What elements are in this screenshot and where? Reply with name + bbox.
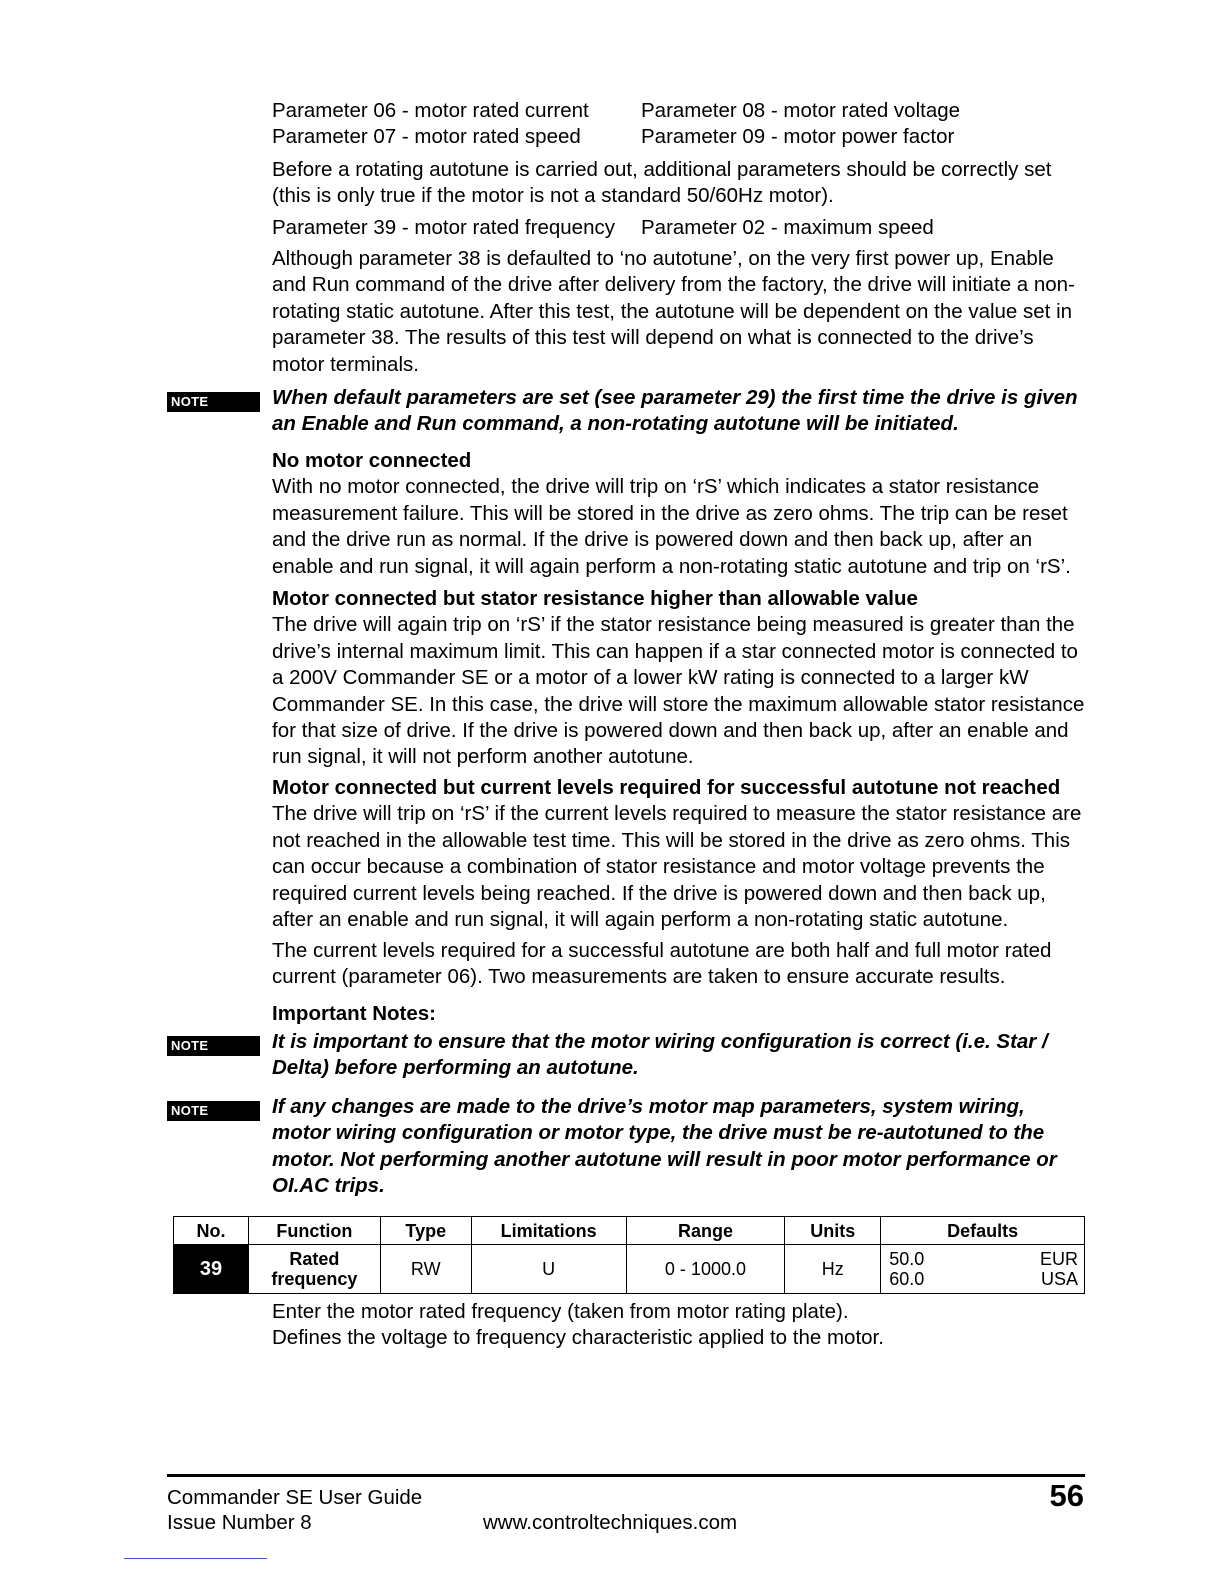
table-description [272, 1299, 1088, 1352]
units-cell: Hz [785, 1245, 881, 1294]
section-heading: Important Notes: [272, 1002, 436, 1025]
section-heading: Motor connected but stator resistance higher than allowable value [272, 587, 918, 610]
section-body: The drive will trip on ‘rS’ if the current levels required to measure the stator resistance are not reached in the allowable test time. This will be stored in the drive as zero ohms. This can occur because a combination of stator resistance and motor voltage prevents the required current levels being reached. If the drive is powered down and then back up, after an enable and run signal, it will again perform a non-rotating static autotune. [272, 802, 1082, 932]
default-value: 60.0 [889, 1269, 925, 1289]
paragraph: Before a rotating autotune is carried out, additional parameters should be correctly set (this is only true if the motor is not a standard 50/60Hz motor). [272, 158, 1052, 208]
note-badge: NOTE [167, 392, 260, 412]
paragraph: The current levels required for a successful autotune are both half and full motor rated current (parameter 06). Two measurements are taken to ensure accurate results. [272, 939, 1052, 989]
note-text: When default parameters are set (see parameter 29) the first time the drive is given an Enable and Run command, a non-rotating autotune will be initiated. [272, 386, 1078, 436]
defaults-cell [881, 1245, 1085, 1294]
header-type: Type [380, 1217, 471, 1245]
parameter-table [173, 1216, 1085, 1294]
table-header-row [174, 1217, 1085, 1245]
param-02-text: Parameter 02 - maximum speed [641, 216, 934, 239]
note-text: If any changes are made to the drive’s motor map parameters, system wiring, motor wiring configuration or motor type, the drive must be re-autotuned to the motor. Not performing another autotune will result in poor motor performance or OI.AC trips. [272, 1095, 1057, 1198]
param-09-text: Parameter 09 - motor power factor [641, 125, 955, 149]
section-heading: No motor connected [272, 449, 472, 472]
footer-left [167, 1485, 422, 1535]
limitations-cell: U [471, 1245, 626, 1294]
table-row [174, 1245, 1085, 1294]
para-before-rotating [272, 157, 1088, 210]
default-line [881, 1249, 1084, 1269]
note-badge: NOTE [167, 1036, 260, 1056]
important-notes-heading [272, 1001, 1088, 1027]
header-limitations: Limitations [471, 1217, 626, 1245]
note-1 [272, 385, 1088, 438]
para-current-levels [272, 938, 1088, 991]
footer-rule [167, 1474, 1085, 1477]
param-number-cell: 39 [174, 1245, 249, 1294]
section-heading: Motor connected but current levels required for successful autotune not reached [272, 776, 1061, 799]
default-region: USA [1040, 1269, 1078, 1289]
default-value: 50.0 [889, 1249, 925, 1269]
param-06-text: Parameter 06 - motor rated current [272, 99, 589, 122]
note-badge: NOTE [167, 1101, 260, 1121]
header-units: Units [785, 1217, 881, 1245]
section-body: With no motor connected, the drive will trip on ‘rS’ which indicates a stator resistance measurement failure. This will be stored in the drive as zero ohms. The trip can be reset and the drive run as normal. If the drive is powered down and then back up, after an enable and run signal, it will again perform a non-rotating static autotune and trip on ‘rS’. [272, 475, 1071, 578]
footer-url[interactable]: www.controltechniques.com [483, 1511, 738, 1534]
function-line: Rated [289, 1249, 340, 1269]
header-range: Range [626, 1217, 785, 1245]
paragraph: Although parameter 38 is defaulted to ‘no autotune’, on the very first power up, Enable and Run command of the drive after delivery from the factory, the drive will initiate a non-rotating static autotune. After this test, the autotune will be dependent on the value set in parameter 38. The results of this test will depend on what is connected to the drive’s motor terminals. [272, 247, 1075, 376]
param-pair-row [272, 124, 1088, 150]
section-no-motor [272, 448, 1088, 580]
param-39-text: Parameter 39 - motor rated frequency [272, 216, 615, 239]
param-08-text: Parameter 08 - motor rated voltage [641, 99, 961, 122]
param-07-text: Parameter 07 - motor rated speed [272, 125, 581, 149]
section-current-not-reached [272, 775, 1088, 933]
section-resistance-higher [272, 586, 1088, 771]
default-region: EUR [1039, 1249, 1078, 1269]
function-line: frequency [271, 1269, 358, 1289]
default-line [881, 1269, 1084, 1289]
param-pair-row [272, 98, 1088, 124]
header-no: No. [174, 1217, 249, 1245]
footer-title: Commander SE User Guide [167, 1486, 423, 1509]
range-cell: 0 - 1000.0 [626, 1245, 785, 1294]
section-body: The drive will again trip on ‘rS’ if the stator resistance being measured is greater than the drive’s internal maximum limit. This can happen if a star connected motor is connected to a 200V Commander SE or a motor of a lower kW rating is connected to a larger kW Commander SE. In this case, the drive will store the maximum allowable stator resistance for that size of drive. If the drive is powered down and then back up, after an enable and run signal, it will not perform another autotune. [272, 613, 1085, 769]
description-line: Enter the motor rated frequency (taken from motor rating plate). [272, 1300, 849, 1323]
para-although [272, 246, 1088, 378]
function-cell [248, 1245, 380, 1294]
type-cell: RW [380, 1245, 471, 1294]
note-3 [272, 1094, 1088, 1200]
parameter-list-top [272, 98, 1088, 151]
header-defaults: Defaults [881, 1217, 1085, 1245]
page-number: 56 [1049, 1478, 1084, 1513]
note-2 [272, 1029, 1088, 1082]
link-underline [124, 1558, 267, 1559]
param-pair-freq [272, 215, 1088, 241]
footer-issue: Issue Number 8 [167, 1511, 312, 1534]
note-text: It is important to ensure that the motor wiring configuration is correct (i.e. Star / Delta) before performing an autotune. [272, 1030, 1048, 1080]
description-line: Defines the voltage to frequency characteristic applied to the motor. [272, 1326, 884, 1350]
header-function: Function [248, 1217, 380, 1245]
param-pair-row [272, 215, 1088, 241]
